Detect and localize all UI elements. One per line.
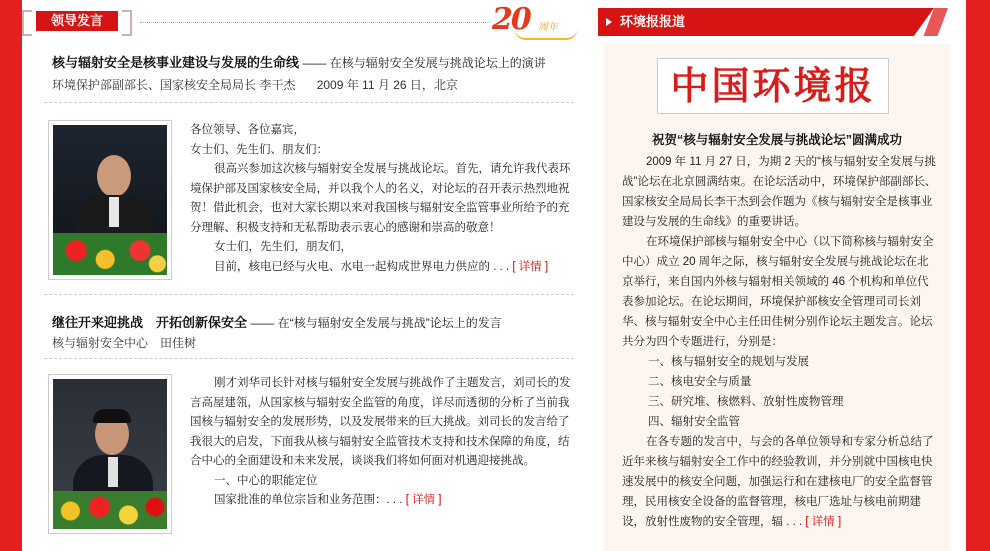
anniversary-logo: 20 周年 — [492, 2, 584, 38]
arrow-icon — [606, 18, 612, 26]
leader-speech-header — [22, 8, 132, 36]
divider — [44, 294, 574, 295]
right-border — [966, 0, 990, 551]
article1-excerpt: 各位领导、各位嘉宾， 女士们、先生们、朋友们： 很高兴参加这次核与辐射安全发展与挑战论坛。首先，请允许我代表环境保护部及国家核安全局，并以我个人的名义，对论坛的召开表示热烈地祝贺！借此机会，也对大家长期以来对我国核与辐射安全监管事业所给予的充分理解、积极支持和无私帮助表示衷心的感谢和崇高的敬意！ 女士们，先生们，朋友们， 目前，核电已经与火电、水电一起构成世界电力供应的 . . . [ 详情 ] — [190, 124, 571, 273]
article2-excerpt: 刚才刘华司长针对核与辐射安全发展与挑战作了主题发言，刘司长的发言高屋建瓴，从国家核与辐射安全监管的角度，详尽而透彻的分析了当前我国核与辐射安全的发展形势，以及发展带来的巨大挑战。刘司长的发言给了我很大的启发，下面我从核与辐射安全监管技术支持和技术保障的角度，结合中心的全面建设和未来发展，谈谈我们将如何面对机遇迎接挑战。 一、中心的职能定位 国家批准的单位宗旨和业务范围：. . . [ 详情 ] — [190, 377, 571, 506]
left-border — [0, 0, 22, 551]
article1-heading[interactable]: 核与辐射安全是核事业建设与发展的生命线 —— 在核与辐射安全发展与挑战论坛上的演讲 — [52, 55, 546, 70]
list-item: 三、研究堆、核燃料、放射性废物管理 — [648, 396, 844, 408]
env-news-body: 2009 年 11 月 27 日，为期 2 天的“核与辐射安全发展与挑战”论坛在北京圆满结束。在论坛活动中，环境保护部副部长、国家核安全局局长李干杰到会作题为《核与辐射安全是核事业建设与发展的生命线》的重要讲话。 在环境保护部核与辐射安全中心（以下简称核与辐射安全中心）成立 20 周年之际，核与辐射安全发展与挑战论坛在北京举行，来自国内外核与辐射相关领域的 46 个机构和单位代表参加论坛。在论坛期间，环境保护部核安全管理司司长刘华、核与辐射安全中心主任田佳树分别作论坛主题发言。论坛共分为四个专题进行，分别是： 一、核与辐射安全的规划与发展 二、核电安全与质量 三、研究堆、核燃料、放射性废物管理 四、辐射安全监管 在各专题的发言中，与会的各单位领导和专家分析总结了近年来核与辐射安全工作中的经验教训，并分别就中国核电快速发展中的核安全问题，加强运行和在建核电厂的安全监督管理，民用核安全设备的监督管理，核电厂选址与核电前期建设，放射性废物的安全管理，辐 . . . [ 详情 ] — [622, 152, 940, 532]
article2-meta: 核与辐射安全中心 田佳树 — [52, 336, 197, 350]
article2-heading[interactable]: 继往开来迎挑战 开拓创新保安全 —— 在“核与辐射安全发展与挑战”论坛上的发言 — [52, 315, 502, 330]
article1-title[interactable]: 核与辐射安全是核事业建设与发展的生命线 — [52, 55, 300, 70]
speaker-photo-1 — [48, 120, 172, 280]
section-label: 环境报报道 — [620, 14, 686, 29]
env-news-more-link[interactable]: [ 详情 ] — [805, 516, 842, 528]
divider — [44, 102, 574, 103]
article2-title[interactable]: 继往开来迎挑战 开拓创新保安全 — [52, 315, 248, 330]
article1-meta: 环境保护部副部长、国家核安全局局长 李干杰 2009 年 11 月 26 日，北京 — [52, 78, 458, 92]
divider — [44, 358, 574, 359]
article1-subtitle: 在核与辐射安全发展与挑战论坛上的演讲 — [329, 56, 546, 70]
speaker-photo-2 — [48, 374, 172, 534]
article2-more-link[interactable]: [ 详情 ] — [405, 494, 442, 506]
header-divider — [140, 22, 490, 23]
list-item: 一、核与辐射安全的规划与发展 — [648, 356, 809, 368]
section-label: 领导发言 — [36, 11, 118, 31]
list-item: 四、辐射安全监管 — [648, 416, 740, 428]
article1-more-link[interactable]: [ 详情 ] — [512, 260, 549, 273]
china-env-news-logo: 中国环境报 — [657, 58, 889, 114]
article2-subtitle: 在“核与辐射安全发展与挑战”论坛上的发言 — [277, 316, 502, 330]
list-item: 二、核电安全与质量 — [648, 376, 752, 388]
env-news-header — [598, 8, 948, 36]
env-news-title[interactable]: 祝贺“核与辐射安全发展与挑战论坛”圆满成功 — [651, 133, 902, 147]
